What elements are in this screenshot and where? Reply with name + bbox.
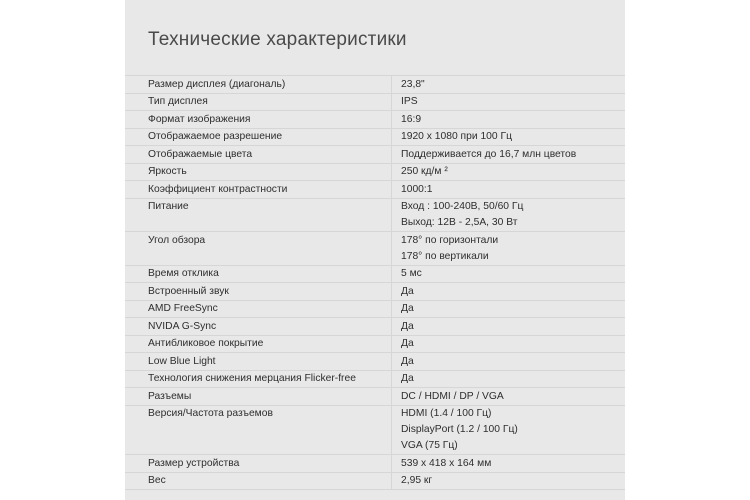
spec-value [392,146,576,163]
spec-label: Вес [125,473,392,490]
spec-row [125,318,625,336]
spec-value-line: Вход : 100-240В, 50/60 Гц [401,201,524,212]
spec-label: AMD FreeSync [125,301,392,318]
spec-label: Версия/Частота разъемов [125,406,392,455]
spec-value [392,336,414,353]
spec-value-line: Да [401,373,414,384]
spec-value [392,455,491,472]
spec-value [392,164,448,181]
spec-value-line: Да [401,303,414,314]
spec-label: Размер дисплея (диагональ) [125,76,392,93]
spec-value [392,76,425,93]
spec-value-line: HDMI (1.4 / 100 Гц) [401,408,492,419]
spec-value-line: Да [401,285,414,297]
spec-value [392,301,414,318]
spec-value-line: VGA (75 Гц) [401,440,458,451]
spec-label: Формат изображения [125,111,392,128]
spec-row [125,473,625,491]
spec-panel [125,0,625,500]
spec-value-line: 539 x 418 x 164 мм [401,457,492,469]
spec-row [125,76,625,94]
spec-table [125,75,625,490]
spec-row [125,406,625,456]
spec-row [125,129,625,147]
spec-label: Разъемы [125,388,392,405]
spec-value [392,181,433,198]
spec-value-line: 16:9 [401,113,422,125]
spec-value-line: 23,8" [401,78,425,90]
spec-value-line: Поддерживается до 16,7 млн цветов [401,148,577,160]
spec-value [392,473,432,490]
spec-value [392,388,504,405]
spec-label: Отображаемые цвета [125,146,392,163]
spec-value-line: Да [401,355,414,367]
spec-label: Яркость [125,164,392,181]
spec-row [125,199,625,233]
spec-value [392,111,421,128]
spec-value-line: 250 кд/м ² [401,166,448,177]
spec-label: Встроенный звук [125,283,392,300]
spec-row [125,232,625,266]
spec-label: NVIDA G-Sync [125,318,392,335]
spec-row [125,336,625,354]
spec-row [125,353,625,371]
spec-label: Отображаемое разрешение [125,129,392,146]
spec-value-line: 178° по горизонтали [401,234,499,246]
spec-value-line: Выход: 12В - 2,5А, 30 Вт [401,217,518,228]
spec-value [392,283,414,300]
spec-value-line: 1000:1 [401,183,433,195]
spec-label: Коэффициент контрастности [125,181,392,198]
spec-value [392,199,523,232]
spec-value [392,353,414,370]
spec-row [125,301,625,319]
spec-value-line: Да [401,320,414,332]
spec-row [125,181,625,199]
spec-row [125,266,625,284]
spec-row [125,388,625,406]
spec-value-line: DisplayPort (1.2 / 100 Гц) [401,424,518,435]
spec-value-line: Да [401,338,414,349]
spec-label: Тип дисплея [125,94,392,111]
spec-label: Антибликовое покрытие [125,336,392,353]
spec-label: Размер устройства [125,455,392,472]
spec-value [392,266,422,283]
spec-value-line: DC / HDMI / DP / VGA [401,390,504,402]
spec-row [125,455,625,473]
spec-row [125,164,625,182]
spec-label: Угол обзора [125,232,392,265]
spec-value-line: 178° по вертикали [401,250,489,262]
spec-value-line: 5 мс [401,268,422,279]
page-title: Технические характеристики [148,29,407,50]
spec-value [392,318,414,335]
spec-value [392,371,414,388]
spec-label: Low Blue Light [125,353,392,370]
spec-label: Технология снижения мерцания Flicker-free [125,371,392,388]
spec-value-line: 1920 x 1080 при 100 Гц [401,131,512,142]
spec-row [125,283,625,301]
spec-row [125,111,625,129]
spec-value-line: 2,95 кг [401,475,433,486]
spec-value-line: IPS [401,96,418,107]
spec-row [125,94,625,112]
spec-value [392,232,498,265]
spec-row [125,146,625,164]
spec-row [125,371,625,389]
spec-label: Питание [125,199,392,232]
spec-value [392,129,512,146]
spec-value [392,406,518,455]
spec-label: Время отклика [125,266,392,283]
spec-value [392,94,418,111]
